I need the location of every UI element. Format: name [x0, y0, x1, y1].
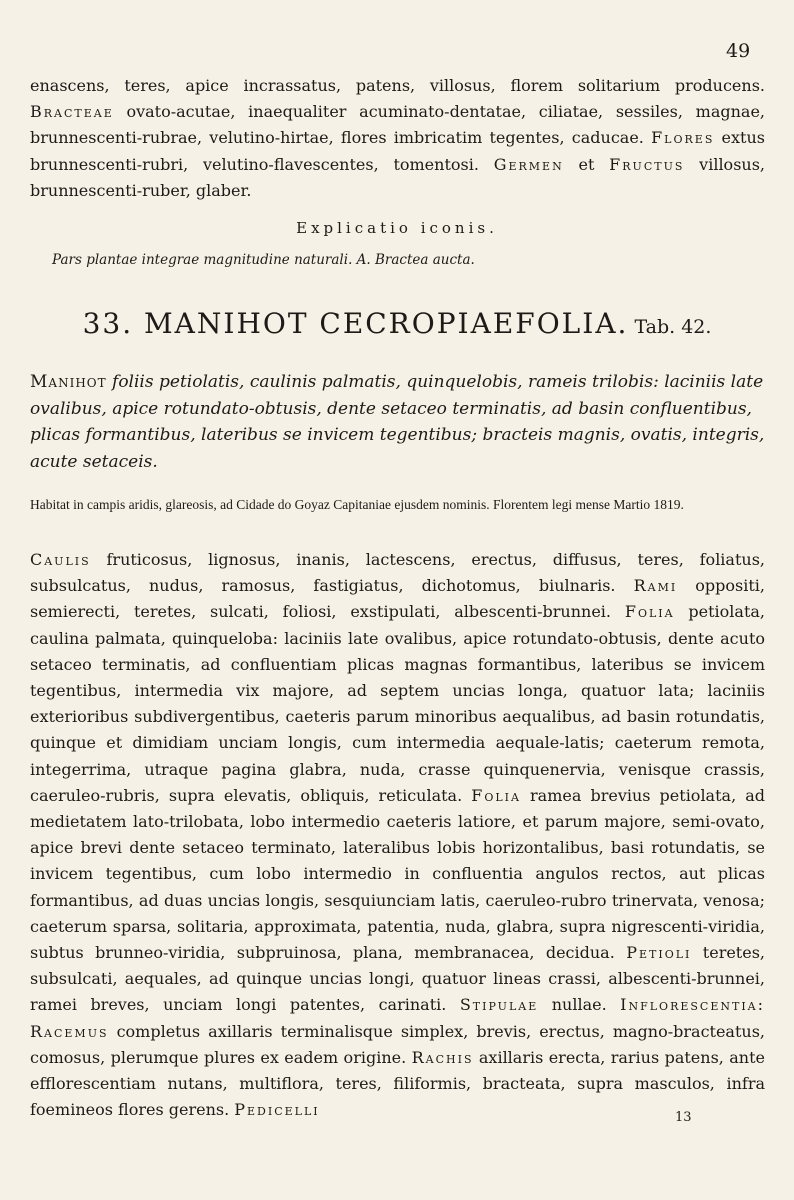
habitat-paragraph: Habitat in campis aridis, glareosis, ad Cidade do Goyaz Capitaniae ejusdem nominis. Florentem legi mense Martio 1819.: [30, 497, 684, 512]
section-term: Pedicelli: [234, 1100, 320, 1120]
text-run: ramea brevius petiolata, ad medietatem lato-trilobata, lobo intermedio caeteris latiore, et parum majore, semi-ovato, apice brevi dente setaceo terminato, lateralibus lobis horizontalibus, basi rotundatis, se invicem tegentibus, cum lobo intermedio in confluentia angulos rectos, aut plicas formantibus, ad duas uncias longis, sesquiunciam latis, caeruleo-rubro trinervata, venosa; caeterum sparsa, solitaria, approximata, patentia, nuda, glabra, supra nigrescenti-viridia, subtus brunneo-viridia, subpruinosa, plana, membranacea, decidua.: [30, 785, 765, 963]
species-title: 33. MANIHOT CECROPIAEFOLIA.: [82, 307, 629, 340]
text-run: ovato-acutae, inaequaliter acuminato-dentatae, ciliatae, sessiles, magnae, brunnescenti-rubrae, velutino-hirtae, flores imbricatim tegentes, caducae.: [30, 102, 765, 148]
text-run: extus brunnescenti-rubri, velutino-flavescentes, tomentosi.: [30, 128, 765, 174]
text-run: petiolata, caulina palmata, quinqueloba: laciniis late ovalibus, apice rotundato-obtusis, dente acuto setaceo terminatis, ad confluentiam plicas magnas formantibus, lateribus se invicem tegentibus, intermedia vix majore, ad septem uncias longa, quatuor lata; laciniis exterioribus subdivergentibus, caeteris parum minoribus aequalibus, ad basin rotundatis, quinque et dimidiam unciam longis, cum intermedia aequale-latis; caeterum remota, integerrima, utraque pagina glabra, nuda, crasse quinquenervia, venisque crassis, caeruleo-rubris, supra elevatis, obliquis, reticulata.: [30, 602, 766, 805]
text-run: nullae.: [538, 995, 621, 1015]
text-run: completus axillaris terminalisque simplex, brevis, erectus, magno-bracteatus, comosus, plerumque plures ex eadem origine.: [30, 1021, 765, 1067]
section-term: Folia: [471, 785, 521, 805]
intro-paragraph: [30, 73, 765, 204]
species-heading: [0, 307, 794, 340]
diagnosis-paragraph: [30, 369, 765, 475]
section-term: Racemus: [30, 1021, 109, 1041]
diagnosis-text: foliis petiolatis, caulinis palmatis, quinquelobis, rameis trilobis: laciniis late ovalibus, apice rotundato-obtusis, dente setaceo terminatis, ad basin confluentibus, plicas formantibus, lateribus se invicem tegentibus; bracteis magnis, ovatis, integris, acute setaceis.: [30, 372, 765, 472]
section-term: Bracteae: [30, 102, 114, 122]
genus-name: Manihot: [30, 372, 107, 392]
section-term: Rachis: [411, 1047, 474, 1067]
text-run: et: [563, 154, 610, 174]
text-run: teretes, subsulcati, aequales, ad quinque uncias longi, quatuor lineas crassi, albescenti-brunnei, ramei breves, unciam longi patentes, carinati.: [30, 943, 766, 1015]
section-term: Rami: [633, 576, 678, 596]
plate-reference: Tab. 42.: [634, 316, 712, 338]
explication-heading: Explicatio iconis.: [296, 219, 498, 237]
text-run: enascens, teres, apice incrassatus, patens, villosus, florem solitarium producens.: [30, 76, 765, 95]
section-term: Germen: [493, 154, 564, 174]
section-term: Stipulae: [459, 995, 539, 1015]
signature-mark: 13: [675, 1110, 692, 1125]
section-term: Flores: [651, 128, 715, 148]
text-run: oppositi, semierecti, teretes, sulcati, foliosi, exstipulati, albescenti-brunnei.: [30, 576, 766, 622]
section-term: Petioli: [626, 943, 692, 963]
section-term: Inflorescentia:: [620, 995, 766, 1015]
text-run: fruticosus, lignosus, inanis, lactescens, erectus, diffusus, teres, foliatus, subsulcatus, nudus, ramosus, fastigiatus, dichotomus, biulnaris.: [30, 550, 765, 596]
text-run: villosus, brunnescenti-ruber, glaber.: [30, 154, 765, 200]
page-number: 49: [726, 40, 751, 62]
explication-text: Pars plantae integrae magnitudine naturali. A. Bractea aucta.: [52, 252, 475, 268]
text-run: axillaris erecta, rarius patens, ante efflorescentiam nutans, multiflora, teres, filiformis, bracteata, supra masculos, infra foemineos flores gerens.: [30, 1047, 766, 1120]
section-term: Folia: [624, 602, 675, 622]
description-paragraph: [30, 547, 765, 1123]
section-term: Caulis: [30, 550, 91, 569]
section-term: Fructus: [609, 154, 685, 174]
